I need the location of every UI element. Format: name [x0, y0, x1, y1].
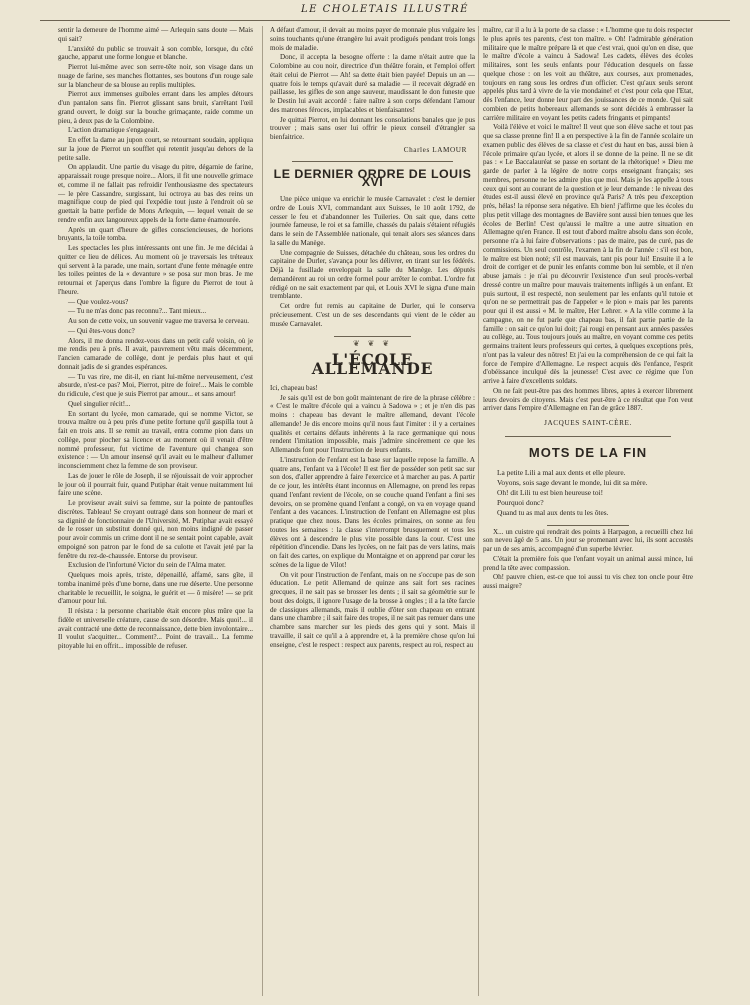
paragraph: On applaudit. Une partie du visage du pitre, dégarnie de farine, apparaissait rouge presque noire... Alors, il fit une nouvelle grimace et, comme il ne fallait pas refroidir l'enthousiasme des spectateurs — le père Cassandre, surgissant, lui octroya au bas des reins un magnifique coup de pied qui l'expédie tout juste à l'endroit où se guettait la batte perfide de Mons Arlequin, — lequel venait de se rendre enfin aux langoureux appels de la forte dame énamourée.: [58, 163, 253, 224]
paragraph: Quelques mois après, triste, dépenaillé, affamé, sans gîte, il tomba inanimé près d'une borne, dans une rue déserte. Une personne charitable le recueillit, le soigna, le guérit et — ô misère! — se prit d'amour pour lui.: [58, 571, 253, 606]
paragraph: Las de jouer le rôle de Joseph, il se réjouissait de voir approcher le jour où il pourrait fuir, quand Putiphar était venue nuitamment lui faire une scène.: [58, 471, 253, 498]
column-rule: [478, 26, 479, 996]
paragraph: Ici, chapeau bas!: [270, 383, 318, 392]
paragraph: Pierrot aux immenses guiboles errant dans les amples détours d'un pantalon sans fin. Pierrot glissant sans bruit, s'arrêtant l'œil grand ouvert, le doigt sur la bouche grimaçante, raide comme un pieu, à deux pas de la Colombine.: [58, 90, 253, 125]
dialogue-line: La petite Lili a mal aux dents et elle pleure.: [497, 467, 626, 477]
paragraph: — Que voulez-vous?: [68, 297, 129, 306]
paragraph: Au son de cette voix, un souvenir vague me traversa le cerveau.: [68, 317, 250, 325]
author-signature: Charles LAMOUR: [403, 145, 467, 154]
paragraph: L'action dramatique s'engageait.: [68, 126, 160, 135]
section-divider: [292, 161, 453, 162]
column-1: [58, 26, 253, 998]
paragraph: Exclusion de l'infortuné Victor du sein de l'Alma mater.: [68, 561, 226, 570]
paragraph: Une pièce unique va enrichir le musée Carnavalet : c'est le dernier ordre de Louis XVI, commandant aux Suisses, le 10 août 1792, de cesser le feu et d'abandonner les Tuileries. On sait que, dans cette journée fameuse, le roi et sa famille, chassés du palais s'étaient réfugiés dans le sein de l'Assemblée nationale, qui tenait alors ses séances dans la salle du Manège.: [270, 195, 475, 247]
paragraph: Voilà l'élève et voici le maître! Il veut que son élève sache et tout pas que sa classe prenne fin! Il a en perspective à la fin de l'année scolaire un examen public des élèves de sa classe et c'est du haut en bas, aussi bien à l'école primaire qu'au lycée, et alors il se donne de la peine. Il ne se dit pas : « Le Baccalauréat se passe en sortant de la rhétorique! » Dieu me garde de parler à la légère de notre corps enseignant français; ses membres, personne ne les admire plus que moi. Mais je les appelle à tous ceux qui sont au courant de la question et je leur demande : le niveau des études est-il aussi élevé en province qu'à Paris? A très peu d'exception près, hélas! la réponse sera négative. Eh bien! j'affirme que les écoles du plus petit village des montagnes de Bavière sont aussi bien tenues que les écoles de Berlin! C'est qu'aussi le maître a une autre situation en Allemagne qu'en France. Il est tout d'abord maître absolu dans son école, personne n'a à lui faire d'observations : pas de maire, pas de curé, pas de commissions. Un seul contrôle, l'examen à la fin de l'année : s'il est bon, le maître est bien noté; s'il est mauvais, tant pis pour lui! Ensuite il a le droit de corriger et de punir les enfants comme bon lui semble, et il n'en abuse jamais : je n'ai pu découvrir l'existence d'un seul procès-verbal dressé contre un maître pour mauvais traitements infligés à un enfant. Et puis surtout, il est respecté, non seulement par les enfants qu'il tutoie et qu'on ne se permettrait pas de l'appeler « le pion » mais par les parents pour qui il est aussi « M. le maître, Her Lehrer. » A la ville comme à la campagne, on ne fut parle que chapeau bas, il fait partie partie de la famille : on sait ce qu'on lui doit; j'ai rougi en pensant aux années passées au collège, au. Tous toujours joués au maître, en voyant comme ces petits germains traitent leurs professeurs qui certes, à quelques exceptions près, n'ont pas la valeur des nôtres! Et j'ai eu la compréhension de ce qui fait la force de l'empire d'Allemagne. Le respect acquis dès l'enfance, l'esprit d'obéissance inculqué dès la jeunesse! C'est avec ce régime que l'on arrive à faire d'excellents soldats.: [483, 123, 693, 385]
paragraph: C'était la première fois que l'enfant voyait un animal aussi mince, lui prend la tête avec compassion.: [483, 554, 693, 572]
section-divider: [505, 436, 671, 437]
dialogue-line: Pourquoi donc?: [497, 497, 544, 507]
paragraph: Donc, il accepta la besogne offerte : la dame n'était autre que la Colombine au cou noir, directrice d'un théâtre forain, et l'emploi offert était celui de Pierrot — Ah! sa dette était bien payée! Depuis un an — quatre fois le temps qu'avait duré sa maladie — il recevait dégradé en paillasse, les gifles de son ange sauveur, maudissant le don funeste que le Destin lui avait accordé : faire naître à son corps défendant l'amour des matrones féroces, implacables et bienfaisantes!: [270, 53, 475, 114]
paragraph: Oh! pauvre chien, est-ce que toi aussi tu vis chez ton oncle pour être aussi maigre?: [483, 573, 693, 590]
section-divider: [547, 525, 629, 526]
paragraph: Cet ordre fut remis au capitaine de Durler, qui le conserva précieusement. C'est un de ses descendants qui vient de le céder au musée Carnavalet.: [270, 302, 475, 328]
paragraph: — Qui êtes-vous donc?: [68, 326, 135, 335]
article-heading-mots: MOTS DE LA FIN: [528, 444, 648, 460]
paragraph: A défaut d'amour, il devait au moins payer de monnaie plus vulgaire les soins touchants qu'une étrangère lui avait prodigués pendant trois longs mois de maladie.: [270, 26, 475, 52]
mots-dialogue: [483, 468, 693, 517]
ornament-icon: ❦ ❦ ❦: [352, 339, 393, 349]
paragraph: L'instruction de l'enfant est la base sur laquelle repose la famille. A quatre ans, l'enfant va à l'école! Il est fier de posséder son petit sac sur son dos, d'aller apprendre à faire l'exercice et à marcher au pas. A partir de ce jour, les intérêts étant inconnus en Allemagne, on prend les repas quand l'enfant revient de l'école, on se couche quand l'enfant a fini ses devoirs, on se promène quand l'enfant a congé, on va en voyage quand l'enfant a des vacances. L'instruction de l'enfant en Allemagne est plus pratique que chez nous. Dans les écoles primaires, on sonne au feu toutes les semaines : la classe s'interrompt brusquement et tous les élèves ont à descendre le plus vite possible dans la cour. C'est une répétition d'incendie. Dans les lycées, on ne fait pas de vers latins, mais on fait des cartes, on explique du Montaigne et on apprend par cœur les scènes de la ligue de Vilot!: [270, 455, 475, 569]
paragraph: Une compagnie de Suisses, détachée du château, sous les ordres du capitaine de Durler, s'avança pour les délivrer, en tirant sur les fédérés. Déjà la fusillade enveloppait la salle du Manège. Les députés demandèrent au roi un ordre formel pour arrêter le combat. L'ordre fut rédigé on ne sait exactement par qui, et Louis XVI le signa d'une main tremblante.: [270, 248, 475, 301]
masthead-title: LE CHOLETAIS ILLUSTRÉ: [40, 4, 730, 21]
paragraph: On ne fait peut-être pas des hommes libres, aptes à exercer librement leurs devoirs de citoyens. Mais c'est peut-être à ce résultat que l'on veut arriver dans l'empire d'Allemagne en l'an de grâce 1887.: [483, 386, 693, 413]
paragraph: Il résista : la personne charitable était encore plus mûre que la fidèle et universelle créature, cause de son désordre. Mais quoi!... il avait contracté une dette de reconnaissance, dette bien involontaire... Il voulut s'acquitter... Comment?... Point de travail... La femme pitoyable lui en offrit... impossible de refuser.: [58, 607, 253, 650]
column-3: [483, 26, 693, 998]
paragraph: Pierrot lui-même avec son serre-tête noir, son visage dans un nuage de farine, ses manches flottantes, ses boutons d'un rouge sale sur la blancheur de sa blouse au replis multiples.: [58, 63, 253, 89]
author-signature: JACQUES SAINT-CÈRE.: [544, 419, 632, 427]
paragraph: — Tu ne m'as donc pas reconnu?... Tant mieux...: [68, 307, 207, 316]
dialogue-line: Voyons, sois sage devant le monde, lui dit sa mère.: [497, 477, 648, 487]
paragraph: Le proviseur avait suivi sa femme, sur la pointe de pantoufles discrètes. Tableau! Se croyant outragé dans son honneur de mari et sa dignité de fonctionnaire de l'Université, M. Putiphar avait essayé de le rosser un substitut donné qui, non moins indigné de passer pour avoir commis un crime dont il ne se sentait point capable, avait empoigné son patron par le fond de sa culotte et l'avait jeté par la fenêtre du rez-de-chaussée. Entorse du proviseur.: [58, 499, 253, 560]
paragraph: En effet la dame au jupon court, se retournant soudain, appliqua sur la joue de Pierrot un soufflet qui retentit jusqu'au dehors de la petite salle.: [58, 136, 253, 162]
paragraph: X... un cuistre qui rendrait des points à Harpagon, a recueilli chez lui son neveu âgé de 5 ans. Un jour se promenant avec lui, ils sont accostés par un de ses amis, accompagné d'un superbe lévrier.: [483, 527, 693, 553]
paragraph: Je quittai Pierrot, en lui donnant les consolations banales que je pus trouver ; mais sans oser lui offrir le pieux conseil d'étrangler sa bienfaitrice.: [270, 115, 475, 141]
paragraph: Quel singulier récit!...: [68, 399, 131, 408]
paragraph: Les spectacles les plus intéressants ont une fin. Je me décidai à quitter ce lieu de délices. Au moment où je traversais les tréteaux qui servent à la parade, une main, sortant d'une fente ménagée entre les toiles peintes de la « devanture » se posa sur mon bras. Je me retournai et j'aperçus dans l'ombre la figure du Pierrot de tout à l'heure.: [58, 244, 253, 296]
dialogue-line: Oh! dit Lili tu est bien heureuse toi!: [497, 487, 604, 497]
paragraph: — Tu vas rire, me dit-il, en riant lui-même nerveusement, c'est absurde, n'est-ce pas? Moi, Pierrot, pitre de foire!... Mais le comble du ridicule, c'est que je suis Pierrot par amour... et sans amour!: [58, 372, 253, 398]
paragraph: maître, car il a lu à la porte de sa classe : « L'homme que tu dois respecter le plus après tes parents, c'est ton maître. » Oh! l'admirable génération militaire que le maître prépare là et que c'est vrai, quoi qu'on en dise, que le maître d'école a vaincu à Sadowa! Les cadets, élèves des écoles militaires, sont les seuls enfants pour l'éducation desquels on fasse quelque chose : on les voit au théâtre, aux courses, aux promenades, toujours en rang sous les ordres d'un officier. C'est qu'aux seuls seront appelés plus tard à vivre de la vie mondaine! et c'est pour cela que l'Etat, dès l'enfance, leur donne leur part des jouissances de ce monde. Qui sait combien de petits hobereaux allemands se sont décidés à embrasser la carrière militaire en voyant les petits cadets fringants et pimpants!: [483, 26, 693, 122]
paragraph: sentir la demeure de l'homme aimé — Arlequin sans doute — Mais qui sait?: [58, 26, 253, 43]
paragraph: Alors, il me donna rendez-vous dans un petit café voisin, où je me rendis peu à près. Il avait, pauvrement vêtu mais décemment, l'ancien camarade de collège, dont je perdais plus haut et qui donnait jadis de si grandes espérances.: [58, 336, 253, 371]
paragraph: En sortant du lycée, mon camarade, qui se nomme Victor, se trouva maître ou à peu près d'une petite fortune qu'il gaspilla tout à fait en trois ans. Il se remit au travail, entra comme pion dans un collège, pour piocher sa licence et au moment où il venait d'être nommé professeur, fut victime de l'aventure qui changea son existence : — Un amour insensé qu'il avait eu le malheur d'allumer inconsciemment chez la femme de son proviseur.: [58, 409, 253, 470]
paragraph: Je sais qu'il est de bon goût maintenant de rire de la phrase célèbre : « C'est le maître d'école qui a vaincu à Sadowa » ; et je n'en dis pas moins : chapeau bas devant le maître allemand, devant l'école allemande! Je dis encore moins qu'il nous faut l'imiter : il y a certaines qualités et certains défauts inhérents à la race germanique qui nous rendent l'imitation impossible, mais j'admire sincèrement ce que les Allemands font pour l'instruction de leurs enfants.: [270, 393, 475, 454]
paragraph: L'anxiété du public se trouvait à son comble, lorsque, du côté gauche, apparut une forme longue et blanche.: [58, 44, 253, 62]
paragraph: On vit pour l'instruction de l'enfant, mais on ne s'occupe pas de son éducation. Le petit Allemand de quinze ans sait fort ses racines grecques, il ne sait pas se brosser les dents ; il sait sa géométrie sur le bout des doigts, il ignore l'usage de la brosse à ongles ; il a la tête farcie de classiques allemands, mais il oublie d'ôter son chapeau en entrant dans une chambre ; il sait faire des tropes, il ne sait pas remuer dans une chambre sans marcher sur les pieds des gens qui y sont. Mais il travaille, il sait ce qu'il a à apprendre et, à la première chose qu'on lui enseigne, c'est le respect : respect aux parents, respect au roi, respect au: [270, 570, 475, 649]
column-rule: [262, 26, 263, 996]
section-divider: [334, 336, 411, 337]
dialogue-line: Quand tu as mal aux dents tu les ôtes.: [497, 507, 609, 517]
column-2: [270, 26, 475, 998]
paragraph: Après un quart d'heure de gifles consciencieuses, de horions bruyants, la toile tomba.: [58, 225, 253, 243]
article-heading-louis: LE DERNIER ORDRE DE LOUIS XVI: [273, 166, 472, 190]
article-heading-ecole: L'ÉCOLE ALLEMANDE: [311, 350, 434, 378]
